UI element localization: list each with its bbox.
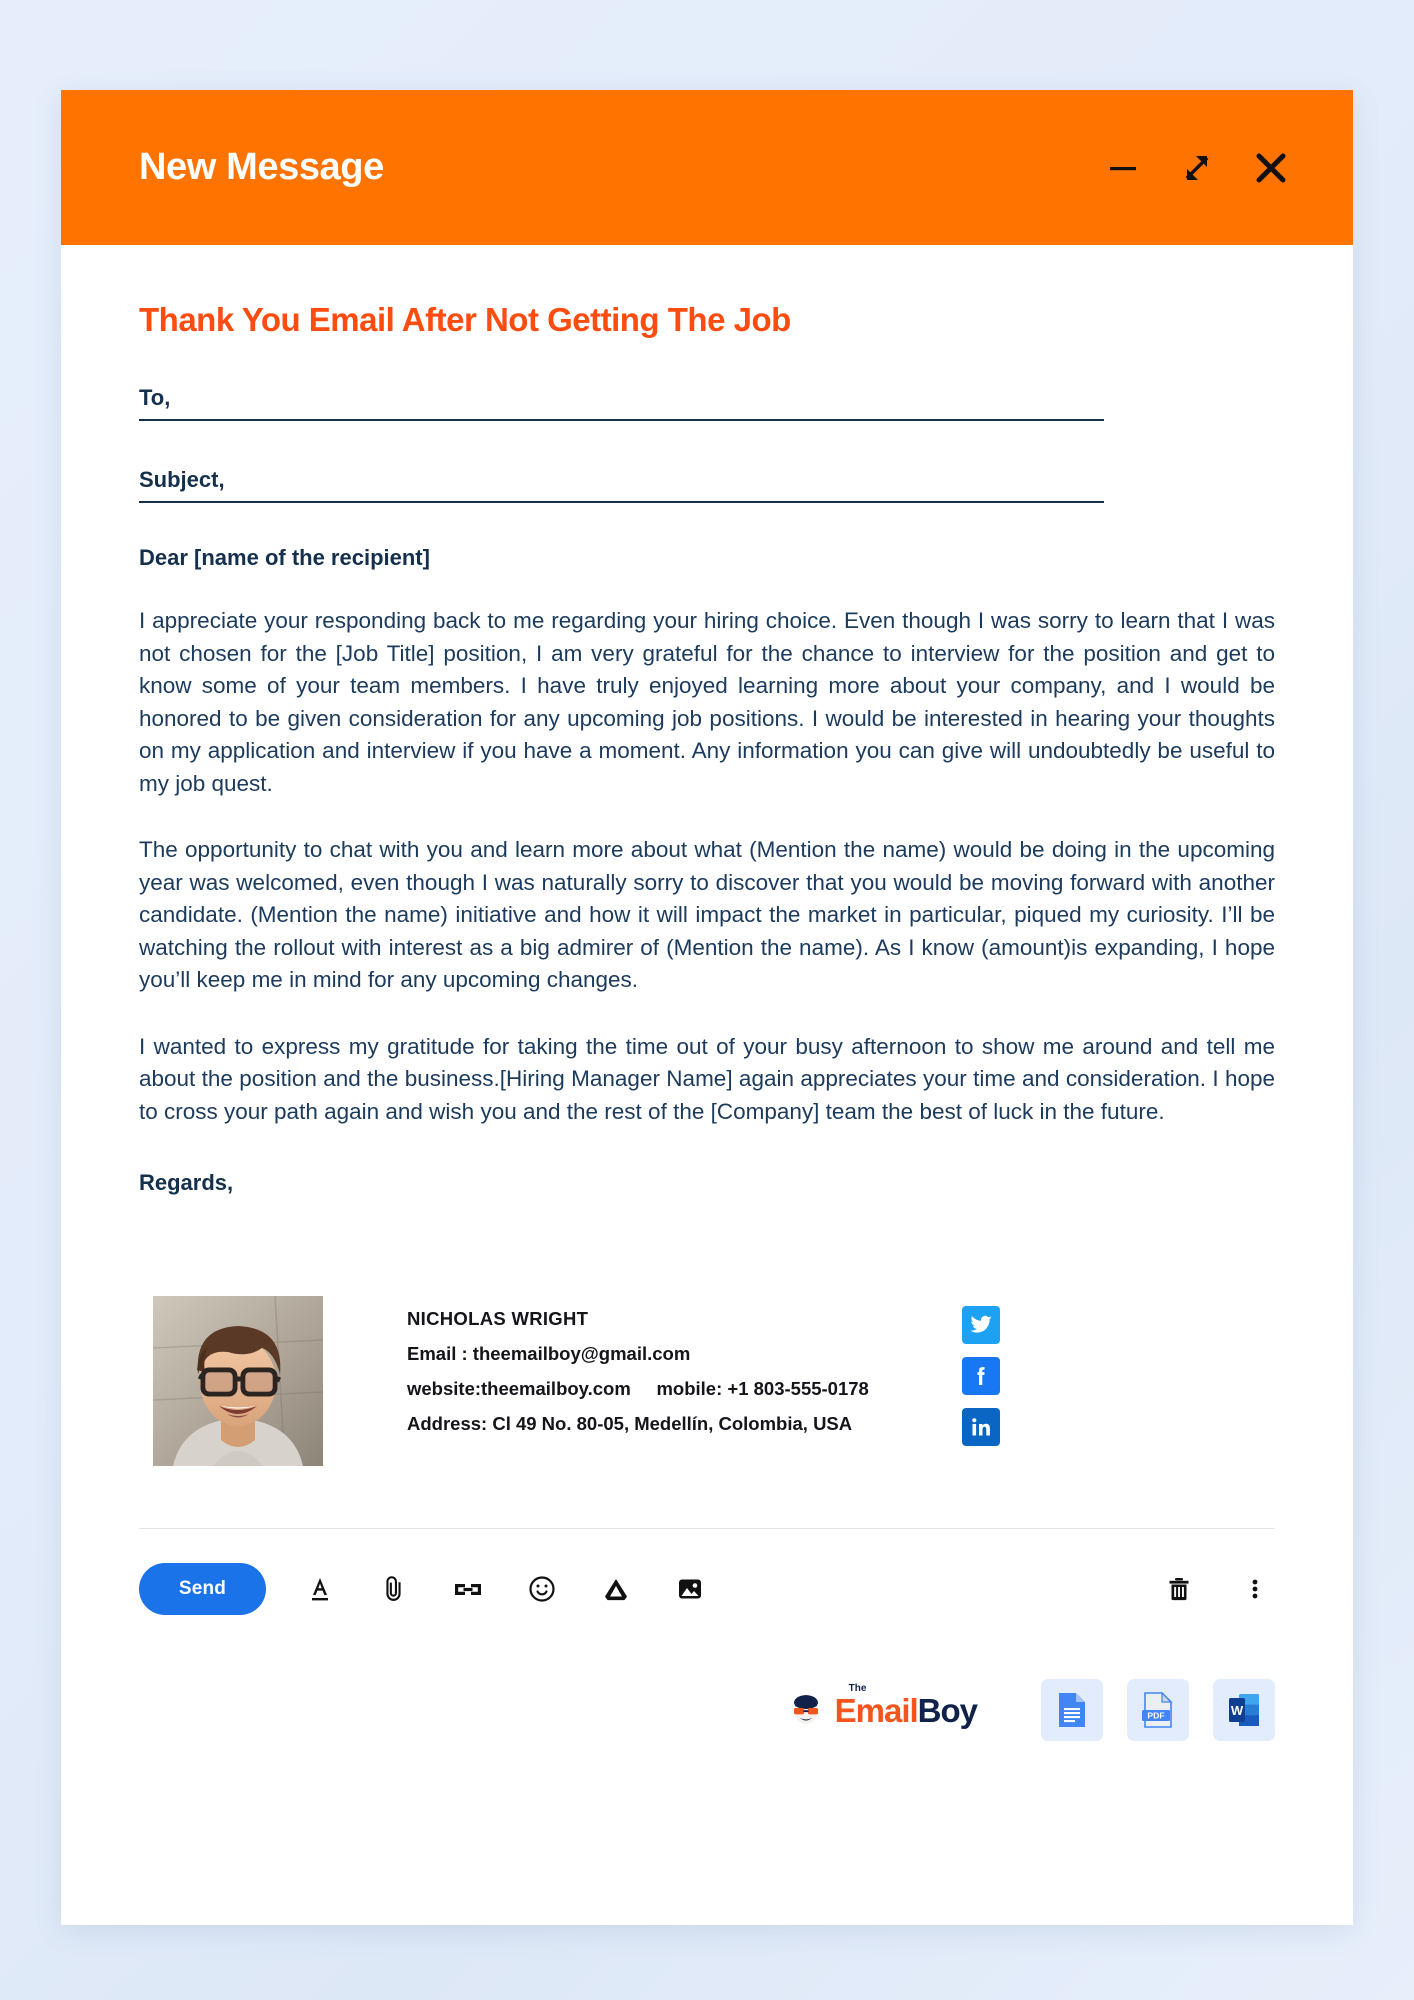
signature-details: [407, 1296, 869, 1435]
more-options-button[interactable]: [1235, 1569, 1275, 1609]
google-docs-icon: [1055, 1690, 1089, 1730]
word-label: W: [1230, 1703, 1244, 1718]
subject-field-row[interactable]: [139, 421, 1104, 503]
signature-website-mobile: website:theemailboy.com mobile: +1 803-555-0178: [407, 1378, 869, 1399]
download-format-icons: [1041, 1679, 1275, 1741]
toolbar-right-group: [1153, 1569, 1275, 1609]
insert-photo-button[interactable]: [670, 1569, 710, 1609]
emailboy-brand: [786, 1682, 977, 1730]
google-drive-button[interactable]: [596, 1569, 636, 1609]
salutation-line: Dear [name of the recipient]: [139, 545, 430, 570]
format-text-button[interactable]: [300, 1569, 340, 1609]
subject-field-label: Subject,: [139, 467, 225, 492]
email-signature: [139, 1296, 1275, 1466]
brand-the-label: The: [848, 1682, 867, 1694]
emailboy-mascot-icon: [786, 1690, 826, 1730]
facebook-link[interactable]: [962, 1357, 1000, 1395]
google-docs-download-button[interactable]: [1041, 1679, 1103, 1741]
compose-titlebar: [61, 90, 1353, 245]
email-template-heading: Thank You Email After Not Getting The Job: [139, 301, 791, 338]
page-footer: [61, 1679, 1353, 1741]
toolbar-left-group: [139, 1563, 710, 1615]
format-text-icon: [305, 1574, 335, 1604]
brand-email-label: Email: [834, 1691, 918, 1729]
signature-social-links: [962, 1306, 1000, 1446]
facebook-icon: [969, 1364, 993, 1388]
minimize-icon: [1106, 151, 1140, 185]
insert-photo-icon: [675, 1574, 705, 1604]
insert-link-button[interactable]: [448, 1569, 488, 1609]
body-paragraph-2: The opportunity to chat with you and learn more about what (Mention the name) would be doing in the upcoming year was welcomed, even though I was naturally sorry to discover that you would be moving forward with another candidate. (Mention the name) initiative and how it will impact the market in particular, piqued my curiosity. I’ll be watching the rollout with interest as a big admirer of (Mention the name). As I know (amount)is expanding, I hope you’ll keep me in mind for any upcoming changes.: [139, 837, 1275, 992]
expand-icon: [1179, 150, 1215, 186]
compose-toolbar: [61, 1563, 1353, 1615]
linkedin-icon: [969, 1415, 993, 1439]
expand-button[interactable]: [1175, 146, 1219, 190]
pdf-label: PDF: [1147, 1710, 1165, 1721]
word-download-button[interactable]: [1213, 1679, 1275, 1741]
to-field-label: To,: [139, 385, 171, 410]
insert-emoji-icon: [527, 1574, 557, 1604]
toolbar-divider: [139, 1528, 1275, 1529]
google-drive-icon: [600, 1574, 632, 1604]
window-title: New Message: [139, 146, 384, 188]
twitter-link[interactable]: [962, 1306, 1000, 1344]
signature-name: NICHOLAS WRIGHT: [407, 1308, 589, 1329]
closing-line: Regards,: [139, 1170, 234, 1195]
linkedin-link[interactable]: [962, 1408, 1000, 1446]
profile-photo-icon: [153, 1296, 323, 1466]
attach-file-button[interactable]: [374, 1569, 414, 1609]
close-button[interactable]: [1249, 146, 1293, 190]
twitter-icon: [969, 1313, 993, 1337]
body-paragraph-1: I appreciate your responding back to me regarding your hiring choice. Even though I was sorry to learn that I was not chosen for the [Job Title] position, I am very grateful for the chance to interview for the position and get to know some of your team members. I have truly enjoyed learning more about your company, and I would be honored to be given consideration for any upcoming job positions. I would be interested in hearing your thoughts on my application and interview if you have a moment. Any information you can give will undoubtedly be useful to my job quest.: [139, 608, 1275, 796]
word-icon: [1226, 1690, 1262, 1730]
delete-draft-icon: [1164, 1574, 1194, 1604]
insert-emoji-button[interactable]: [522, 1569, 562, 1609]
delete-draft-button[interactable]: [1159, 1569, 1199, 1609]
attach-file-icon: [379, 1574, 409, 1604]
close-icon: [1251, 148, 1291, 188]
insert-link-icon: [451, 1574, 485, 1604]
send-button[interactable]: Send: [139, 1563, 266, 1615]
brand-boy-label: Boy: [917, 1691, 977, 1729]
more-options-icon: [1248, 1574, 1262, 1604]
pdf-download-button[interactable]: [1127, 1679, 1189, 1741]
mail-body: [61, 245, 1353, 1466]
body-paragraph-3: I wanted to express my gratitude for taking the time out of your busy afternoon to show me around and tell me about the position and the business.[Hiring Manager Name] again appreciates your time and consideration. I hope to cross your path again and wish you and the rest of the [Company] team the best of luck in the future.: [139, 1033, 1275, 1124]
signature-email: Email : theemailboy@gmail.com: [407, 1343, 691, 1364]
compose-window: [61, 90, 1353, 1925]
to-field-row[interactable]: [139, 339, 1104, 421]
window-controls: [1101, 146, 1293, 190]
signature-address: Address: Cl 49 No. 80-05, Medellín, Colombia, USA: [407, 1413, 853, 1434]
minimize-button[interactable]: [1101, 146, 1145, 190]
avatar: [153, 1296, 323, 1466]
pdf-icon: [1140, 1690, 1176, 1730]
